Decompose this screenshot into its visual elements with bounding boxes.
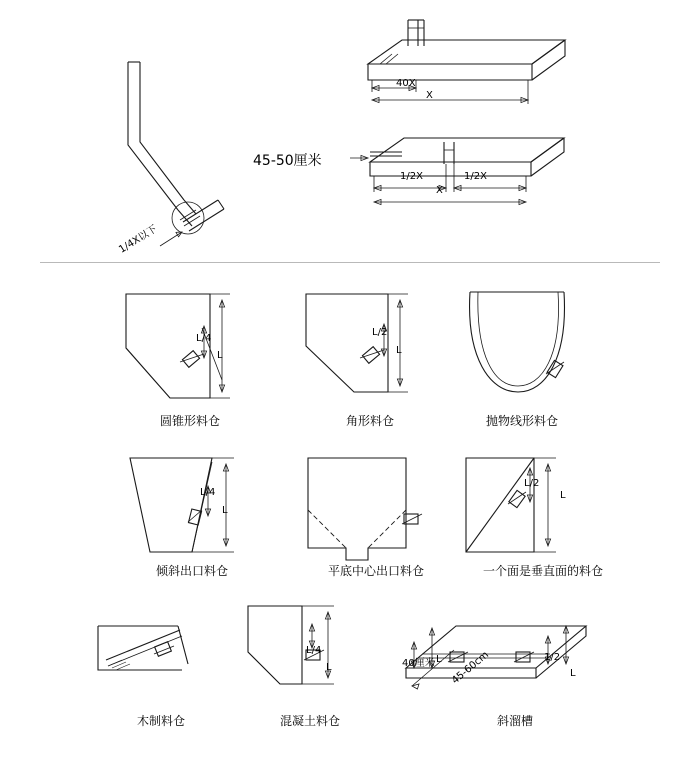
top-right-lower-view: [350, 118, 670, 213]
dim-cone-l4: L/4: [196, 333, 212, 344]
dim-concrete-l: L: [326, 662, 332, 673]
dim-cone-l: L: [217, 350, 223, 361]
caption-incline: 倾斜出口料仓: [155, 564, 228, 578]
dim-vertical-l: L: [560, 490, 566, 501]
fig-incline: [118, 452, 268, 567]
fig-wedge: [296, 288, 446, 408]
fig-wood: [92, 608, 222, 698]
top-right-upper-view: [350, 18, 670, 118]
caption-vertical: 一个面是垂直面的料仓: [482, 564, 603, 578]
dim-chute-40cm: 40厘米: [402, 658, 435, 669]
caption-cone: 圆锥形料仓: [159, 414, 220, 428]
label-x-bottom: X: [436, 185, 443, 196]
label-x-top: X: [426, 90, 433, 101]
fig-parabolic: [456, 286, 606, 406]
fig-cone: [118, 288, 268, 408]
dim-incline-l4: L/4: [200, 487, 216, 498]
dim-chute-l-left: L: [436, 654, 442, 665]
caption-concrete: 混凝土料仓: [279, 714, 340, 728]
fig-flatbottom: [296, 452, 446, 567]
section-divider: [40, 262, 660, 263]
dim-chute-half: 1/2: [544, 652, 561, 663]
dim-chute-l-right: L: [570, 668, 576, 679]
fig-vertical: [456, 452, 616, 567]
dim-chute-45-60cm: 45-60cm: [450, 649, 492, 687]
dim-concrete-l4: L/4: [306, 645, 322, 656]
caption-parabolic: 抛物线形料仓: [485, 414, 558, 428]
label-45-50-cm: 45-50厘米: [253, 153, 322, 169]
dim-wedge-l2: L/2: [372, 327, 388, 338]
caption-chute: 斜溜槽: [496, 714, 533, 728]
caption-wood: 木制料仓: [136, 714, 185, 728]
dim-vertical-l2: L/2: [524, 478, 540, 489]
label-40x: 40X: [396, 78, 416, 89]
top-left-hopper-view: [100, 50, 280, 235]
dim-incline-l: L: [222, 505, 228, 516]
label-half-x-left: 1/2X: [400, 171, 423, 182]
dim-wedge-l: L: [396, 345, 402, 356]
caption-wedge: 角形料仓: [345, 414, 394, 428]
label-half-x-right: 1/2X: [464, 171, 487, 182]
label-quarter-x: 1/4X以下: [117, 223, 160, 256]
caption-flatbottom: 平底中心出口料仓: [327, 564, 424, 578]
